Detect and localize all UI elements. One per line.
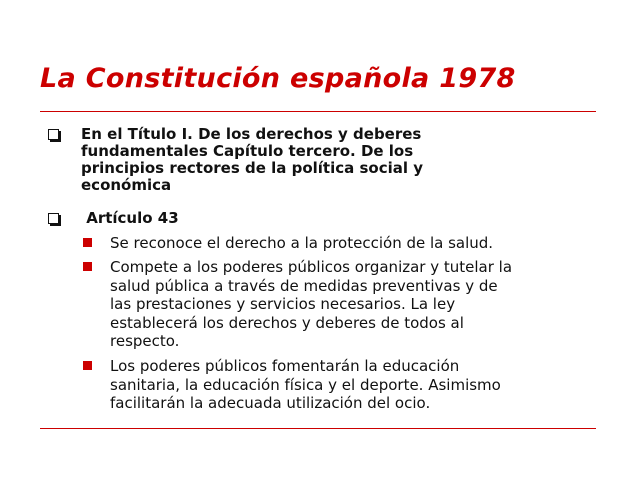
text-line: Se reconoce el derecho a la protección de la salud.	[110, 234, 494, 252]
text-line: En el Título I. De los derechos y deberes	[81, 125, 422, 143]
text-line: principios rectores de la política social y	[81, 159, 424, 177]
text-line: económica	[81, 176, 172, 194]
filled-square-bullet-icon	[83, 361, 92, 370]
sub-bullet-item	[83, 357, 588, 413]
hollow-square-bullet-icon	[48, 213, 59, 224]
text-line: Compete a los poderes públicos organizar y tutelar la	[110, 258, 513, 276]
sub-bullet-item	[83, 258, 588, 351]
slide-title: La Constitución española 1978	[40, 63, 516, 94]
title-divider-line	[40, 111, 596, 112]
sub-bullet-item	[83, 234, 588, 253]
text-line: salud pública a través de medidas preventivas y de	[110, 276, 498, 295]
bullet-text	[81, 126, 588, 194]
bullet-text	[110, 357, 588, 413]
text-line: establecerá los derechos y deberes de todos al	[110, 313, 464, 332]
text-line: sanitaria, la educación física y el deporte. Asimismo	[110, 375, 501, 394]
text-line: las prestaciones y servicios necesarios. La ley	[110, 295, 456, 313]
filled-square-bullet-icon	[83, 262, 92, 271]
footer-divider-line	[40, 428, 596, 429]
bullet-text	[81, 210, 588, 227]
text-line: fundamentales Capítulo tercero. De los	[81, 142, 414, 160]
hollow-square-bullet-icon	[48, 129, 59, 140]
filled-square-bullet-icon	[83, 238, 92, 247]
text-line: Los poderes públicos fomentarán la educación	[110, 357, 460, 375]
bullet-item-articulo	[48, 210, 588, 227]
bullet-item-titulo	[48, 126, 588, 194]
text-line: respecto.	[110, 332, 180, 350]
text-line: facilitarán la adecuada utilización del ocio.	[110, 394, 431, 412]
bullet-text	[110, 258, 588, 351]
bullet-text	[110, 234, 588, 253]
text-line: Artículo 43	[81, 209, 179, 227]
